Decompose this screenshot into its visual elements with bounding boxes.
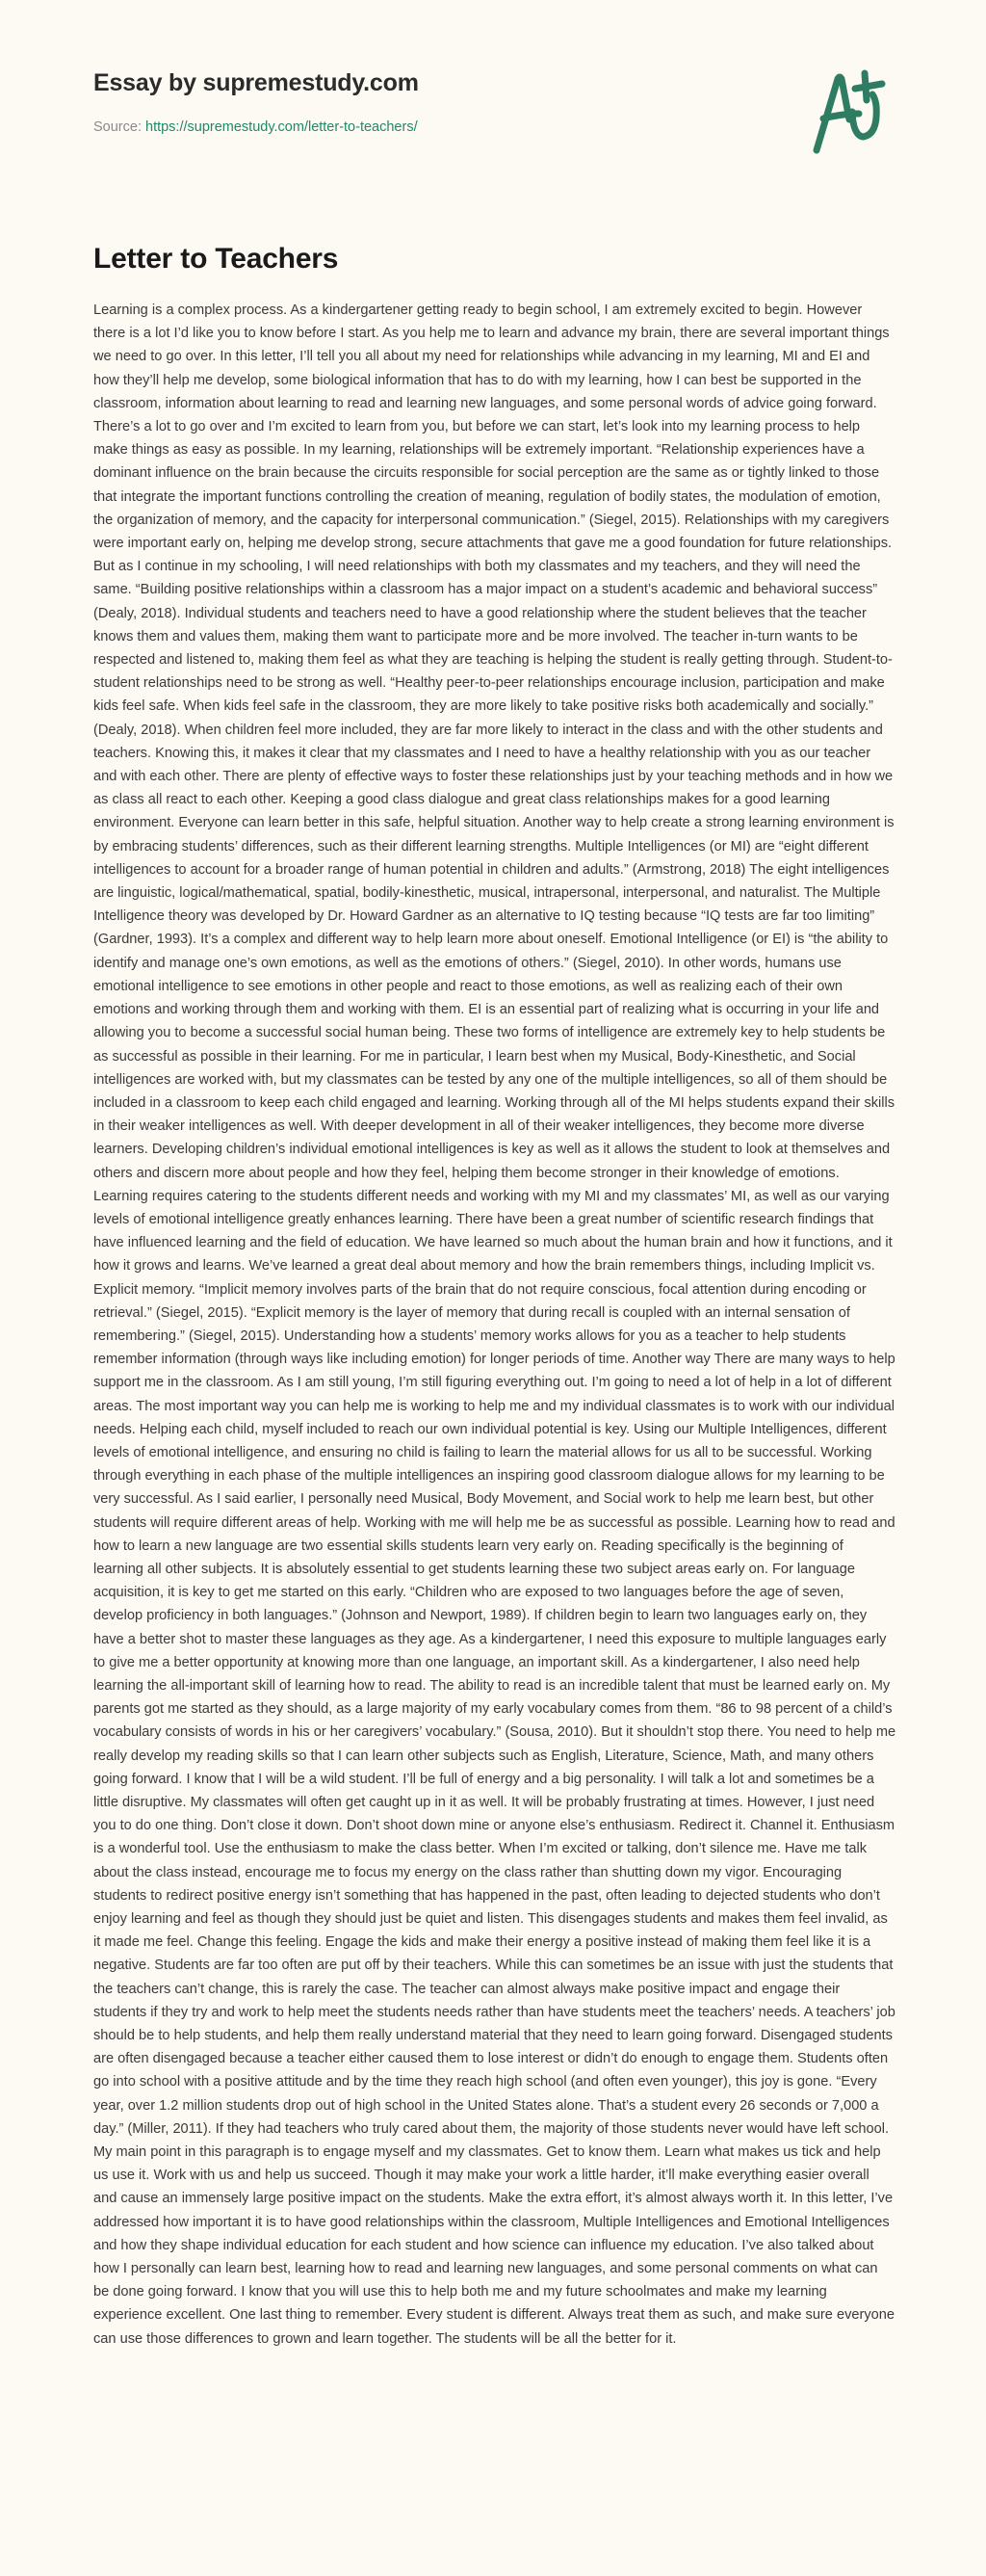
source-label: Source: [93, 119, 145, 135]
source-link[interactable]: https://supremestudy.com/letter-to-teachers/ [145, 119, 418, 135]
essay-header [0, 0, 986, 193]
essay-main [0, 243, 986, 2351]
site-title: Essay by supremestudy.com [93, 69, 419, 96]
essay-title: Letter to Teachers [93, 243, 339, 275]
essay-body: Learning is a complex process. As a kindergartener getting ready to begin school, I am extremely excited to begin. However there is a lot I’d like you to know before I start. As you help me to learn and advance my brain, there are several important things we need to go over. In this letter, I’ll tell you all about my need for relationships while advancing in my learning, MI and EI and how they’ll help me develop, some biological information that has to do with my learning, how I can best be supported in the classroom, information about learning to read and learning new languages, and some personal words of advice going forward. There’s a lot to go over and I’m excited to learn from you, but before we can start, let’s look into my learning process to help make things as easy as possible. In my learning, relationships will be extremely important. “Relationship experiences have a dominant influence on the brain because the circuits responsible for social perception are the same as or tightly linked to those that integrate the important functions controlling the creation of meaning, regulation of bodily states, the modulation of emotion, the organization of memory, and the capacity for interpersonal communication.” (Siegel, 2015). Relationships with my caregivers were important early on, helping me develop strong, secure attachments that gave me a good foundation for future relationships. But as I continue in my schooling, I will need relationships with both my classmates and my teachers, and they will need the same. “Building positive relationships within a classroom has a major impact on a student’s academic and behavioral success” (Dealy, 2018). Individual students and teachers need to have a good relationship where the student believes that the teacher knows them and values them, making them want to participate more and be more involved. The teacher in-turn wants to be respected and listened to, making them feel as what they are teaching is helping the student is really getting through. Student-to-student relationships need to be strong as well. “Healthy peer-to-peer relationships encourage inclusion, participation and make kids feel safe. When kids feel safe in the classroom, they are more likely to take positive risks both academically and socially.” (Dealy, 2018). When children feel more included, they are far more likely to interact in the class and with the other students and teachers. Knowing this, it makes it clear that my classmates and I need to have a healthy relationship with you as our teacher and with each other. There are plenty of effective ways to foster these relationships just by your teaching methods and in how we as class all react to each other. Keeping a good class dialogue and great class relationships makes for a good learning environment. Everyone can learn better in this safe, helpful situation. Another way to help create a strong learning environment is by embracing students’ differences, such as their different learning strengths. Multiple Intelligences (or MI) are “eight different intelligences to account for a broader range of human potential in children and adults.” (Armstrong, 2018) The eight intelligences are linguistic, logical/mathematical, spatial, bodily-kinesthetic, musical, intrapersonal, interpersonal, and naturalist. The Multiple Intelligence theory was developed by Dr. Howard Gardner as an alternative to IQ testing because “IQ tests are far too limiting” (Gardner, 1993). It’s a complex and different way to help learn more about oneself. Emotional Intelligence (or EI) is “the ability to identify and manage one’s own emotions, as well as the emotions of others.” (Siegel, 2010). In other words, humans use emotional intelligence to see emotions in other people and react to those emotions, as well as realizing each of their own emotions and working through them and working with them. EI is an essential part of realizing what is occurring in your life and allowing you to become a successful social human being. These two forms of intelligence are extremely key to help students be as successful as possible in their learning. For me in particular, I learn best when my Musical, Body-Kinesthetic, and Social intelligences are worked with, but my classmates can be tested by any one of the multiple intelligences, so all of them should be included in a classroom to keep each child engaged and learning. Working through all of the MI helps students expand their skills in their weaker intelligences as well. With deeper development in all of their weaker intelligences, they become more diverse learners. Developing children’s individual emotional intelligences is key as well as it allows the student to look at themselves and others and discern more about people and how they feel, helping them become stronger in their knowledge of emotions. Learning requires catering to the students different needs and working with my MI and my classmates’ MI, as well as our varying levels of emotional intelligence greatly enhances learning. There have been a great number of scientific research findings that have influenced learning and the field of education. We have learned so much about the human brain and how it functions, and it how it grows and learns. We’ve learned a great deal about memory and how the brain remembers things, including Implicit vs. Explicit memory. “Implicit memory involves parts of the brain that do not require conscious, focal attention during encoding or retrieval.” (Siegel, 2015). “Explicit memory is the layer of memory that during recall is coupled with an internal sensation of remembering.” (Siegel, 2015). Understanding how a students’ memory works allows for you as a teacher to help students remember information (through ways like including emotion) for longer periods of time. Another way There are many ways to help support me in the classroom. As I am still young, I’m still figuring everything out. I’m going to need a lot of help in a lot of different areas. The most important way you can help me is working to help me and my individual classmates is to work with our individual needs. Helping each child, myself included to reach our own individual potential is key. Using our Multiple Intelligences, different levels of emotional intelligence, and ensuring no child is failing to learn the material allows for us all to be successful. Working through everything in each phase of the multiple intelligences an inspiring good classroom dialogue allows for my learning to be very successful. As I said earlier, I personally need Musical, Body Movement, and Social work to help me learn best, but other students will require different areas of help. Working with me will help me be as successful as possible. Learning how to read and how to learn a new language are two essential skills students learn very early on. Reading specifically is the beginning of learning all other subjects. It is absolutely essential to get students learning these two subject areas early on. For language acquisition, it is key to get me started on this early. “Children who are exposed to two languages before the age of seven, develop proficiency in both languages.” (Johnson and Newport, 1989). If children begin to learn two languages early on, they have a better shot to master these languages as they age. As a kindergartener, I need this exposure to multiple languages early to give me a better opportunity at knowing more than one language, an important skill. As a kindergartener, I also need help learning the all-important skill of learning how to read. The ability to read is an incredible talent that must be learned early on. My parents got me started as they should, as a large majority of my early vocabulary comes from them. “86 to 98 percent of a child’s vocabulary consists of words in his or her caregivers’ vocabulary.” (Sousa, 2010). But it shouldn’t stop there. You need to help me really develop my reading skills so that I can learn other subjects such as English, Literature, Science, Math, and many others going forward. I know that I will be a wild student. I’ll be full of energy and a big personality. I will talk a lot and sometimes be a little disruptive. My classmates will often get caught up in it as well. It will be probably frustrating at times. However, I just need you to do one thing. Don’t close it down. Don’t shoot down mine or anyone else’s enthusiasm. Redirect it. Channel it. Enthusiasm is a wonderful tool. Use the enthusiasm to make the class better. When I’m excited or talking, don’t silence me. Have me talk about the class instead, encourage me to focus my energy on the class rather than shutting down my vigor. Encouraging students to redirect positive energy isn’t something that has happened in the past, often leading to dejected students who don’t enjoy learning and feel as though they should just be quiet and listen. This disengages students and makes them feel invalid, as it made me feel. Change this feeling. Engage the kids and make their energy a positive instead of making them feel like it is a negative. Students are far too often are put off by their teachers. While this can sometimes be an issue with just the students that the teachers can’t change, this is rarely the case. The teacher can almost always make positive impact and engage their students if they try and work to help meet the students needs rather than have students meet the teachers’ needs. A teachers’ job should be to help students, and help them really understand material that they need to learn going forward. Disengaged students are often disengaged because a teacher either caused them to lose interest or didn’t do enough to engage them. Students often go into school with a positive attitude and by the time they reach high school (and often even younger), this joy is gone. “Every year, over 1.2 million students drop out of high school in the United States alone. That’s a student every 26 seconds or 7,000 a day.” (Miller, 2011). If they had teachers who truly cared about them, the majority of those students never would have left school. My main point in this paragraph is to engage myself and my classmates. Get to know them. Learn what makes us tick and help us use it. Work with us and help us succeed. Though it may make your work a little harder, it’ll make everything easier overall and cause an immensely large positive impact on the students. Make the extra effort, it’s almost always worth it. In this letter, I’ve addressed how important it is to have good relationships within the classroom, Multiple Intelligences and Emotional Intelligences and how they shape individual education for each student and how science can influence my education. I’ve also talked about how I personally can learn best, learning how to read and learning new languages, and some personal comments on what can be done going forward. I know that you will use this to help both me and my future schoolmates and make my learning experience excellent. One last thing to remember. Every student is different. Always treat them as such, and make sure everyone can use those differences to grown and learn together. The students will be all the better for it. [93, 302, 896, 2347]
a-plus-grade-icon [790, 64, 895, 160]
source-line [93, 119, 418, 135]
